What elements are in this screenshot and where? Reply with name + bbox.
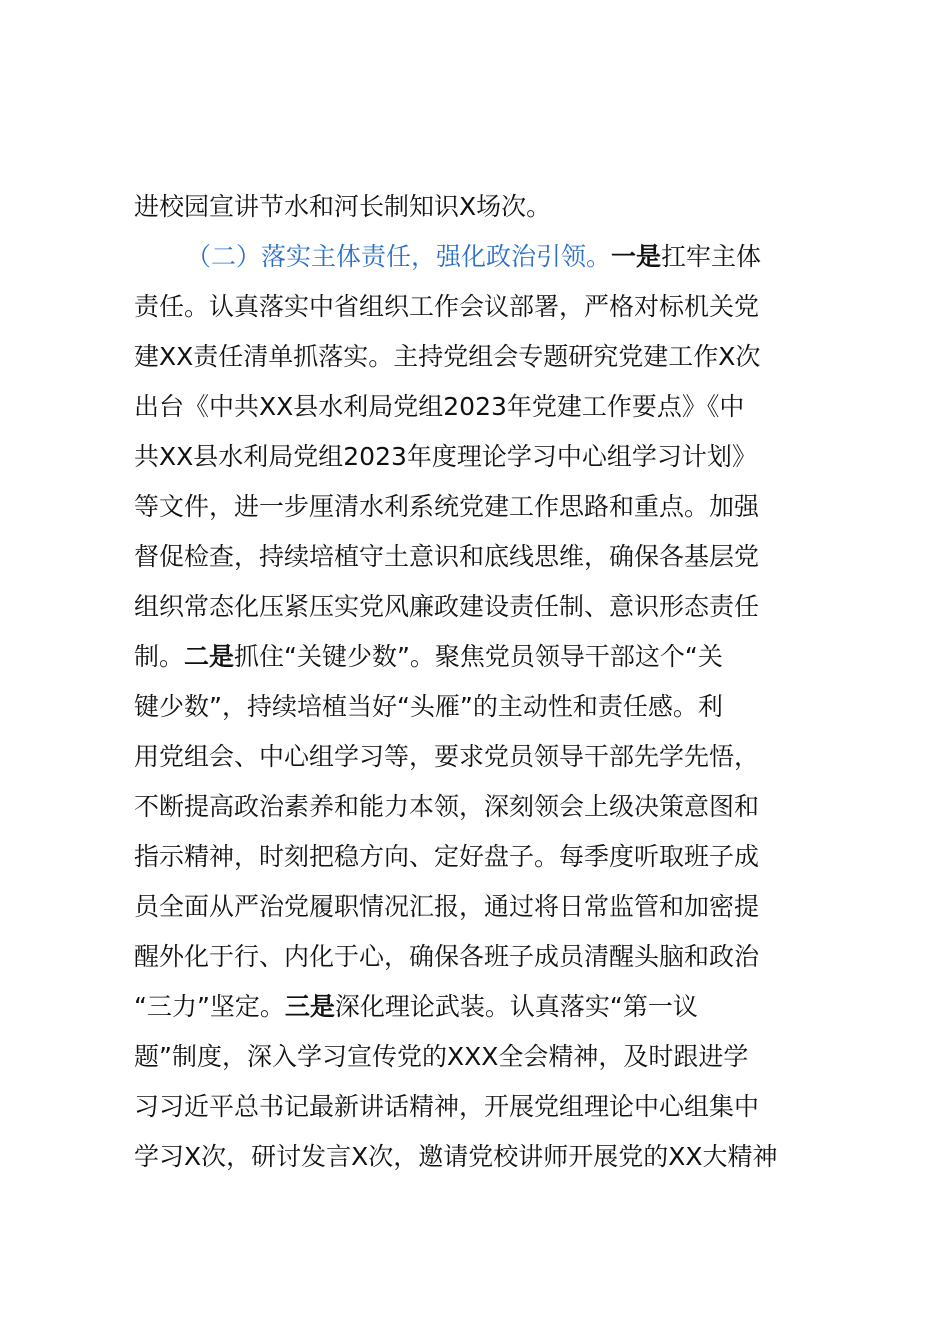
text-line [134,1091,759,1123]
text-line [134,941,759,973]
text-line [134,991,698,1023]
text-line [134,841,759,873]
text-segment: 学习X次，研讨发言X次，邀请党校讲师开展党的XX大精神 [134,1142,778,1171]
text-segment: 进校园宣讲节水和河长制知识X场次。 [134,192,552,221]
text-segment: 员全面从严治党履职情况汇报，通过将日常监管和加密提 [134,892,760,921]
text-segment: 督促检查，持续培植守土意识和底线思维，确保各基层党 [134,542,760,571]
text-line [186,241,761,273]
text-segment: 出台《中共XX县水利局党组2023年党建工作要点》《中 [134,392,745,421]
text-segment: 建XX责任清单抓落实。主持党组会专题研究党建工作X次 [134,342,761,371]
text-line [134,391,744,423]
text-segment: 制。 [134,642,185,671]
text-segment: 抓住“关键少数”。聚焦党员领导干部这个“关 [234,642,723,671]
text-segment: 醒外化于行、内化于心，确保各班子成员清醒头脑和政治 [134,942,760,971]
section-heading: （二）落实主体责任，强化政治引领。 [186,242,612,271]
text-segment: 深化理论武装。认真落实“第一议 [334,992,698,1021]
text-segment: 等文件，进一步厘清水利系统党建工作思路和重点。加强 [134,492,760,521]
bold-marker: 二是 [184,642,235,671]
text-segment: 扛牢主体 [661,242,762,271]
text-line [134,541,759,573]
text-line [134,191,551,223]
text-segment: 不断提高政治素养和能力本领，深刻领会上级决策意图和 [134,792,760,821]
text-line [134,341,760,373]
text-line [134,441,757,473]
text-line [134,891,759,923]
text-segment: 用党组会、中心组学习等，要求党员领导干部先学先悟， [134,742,760,771]
text-line [134,1041,748,1073]
text-segment: 指示精神，时刻把稳方向、定好盘子。每季度听取班子成 [134,842,760,871]
text-line [134,291,759,323]
text-line [134,1141,778,1173]
text-line [134,741,759,773]
text-line [134,641,723,673]
text-line [134,591,759,623]
text-segment: 键少数”，持续培植当好“头雁”的主动性和责任感。利 [134,692,723,721]
text-segment: 责任。认真落实中省组织工作会议部署，严格对标机关党 [134,292,760,321]
text-line [134,691,723,723]
text-line [134,791,759,823]
bold-marker: 一是 [611,242,662,271]
text-segment: “三力”坚定。 [134,992,285,1021]
text-segment: 组织常态化压紧压实党风廉政建设责任制、意识形态责任 [134,592,760,621]
text-segment: 题”制度，深入学习宣传党的XXX全会精神，及时跟进学 [134,1042,749,1071]
text-segment: 共XX县水利局党组2023年度理论学习中心组学习计划》 [134,442,757,471]
text-segment: 习习近平总书记最新讲话精神，开展党组理论中心组集中 [134,1092,760,1121]
bold-marker: 三是 [284,992,335,1021]
text-line [134,491,759,523]
